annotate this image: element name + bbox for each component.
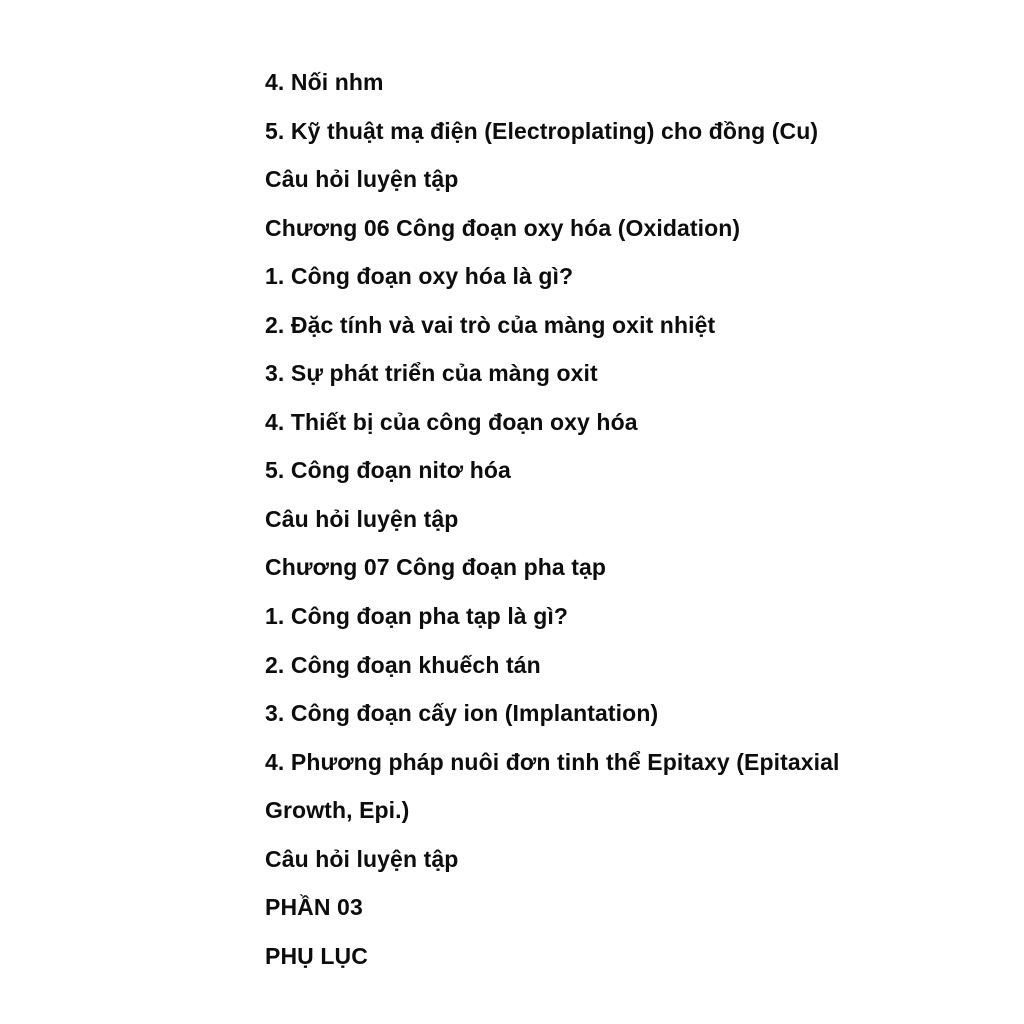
part-heading: PHẦN 03: [265, 894, 363, 921]
practice-questions-line: Câu hỏi luyện tập: [265, 505, 459, 532]
toc-item: 5. Công đoạn nitơ hóa: [265, 457, 511, 484]
toc-item: 2. Công đoạn khuếch tán: [265, 651, 541, 678]
toc-item: 1. Công đoạn pha tạp là gì?: [265, 603, 568, 630]
toc-item: 2. Đặc tính và vai trò của màng oxit nhiệt: [265, 311, 716, 338]
toc-item: 3. Sự phát triển của màng oxit: [265, 360, 598, 387]
toc-item: 1. Công đoạn oxy hóa là gì?: [265, 263, 574, 290]
practice-questions-line: Câu hỏi luyện tập: [265, 166, 459, 193]
toc-item-continuation: Growth, Epi.): [265, 797, 410, 824]
toc-item: 3. Công đoạn cấy ion (Implantation): [265, 700, 659, 727]
toc-item: 4. Thiết bị của công đoạn oxy hóa: [265, 408, 638, 435]
appendix-heading: PHỤ LỤC: [265, 942, 368, 969]
toc-column: [265, 58, 865, 980]
chapter-heading: Chương 06 Công đoạn oxy hóa (Oxidation): [265, 214, 741, 241]
toc-item: 5. Kỹ thuật mạ điện (Electroplating) cho đồng (Cu): [265, 117, 819, 144]
toc-item: 4. Nối nhm: [265, 69, 384, 95]
practice-questions-line: Câu hỏi luyện tập: [265, 845, 459, 872]
chapter-heading: Chương 07 Công đoạn pha tạp: [265, 554, 607, 581]
toc-item: 4. Phương pháp nuôi đơn tinh thể Epitaxy (Epitaxial: [265, 748, 840, 775]
